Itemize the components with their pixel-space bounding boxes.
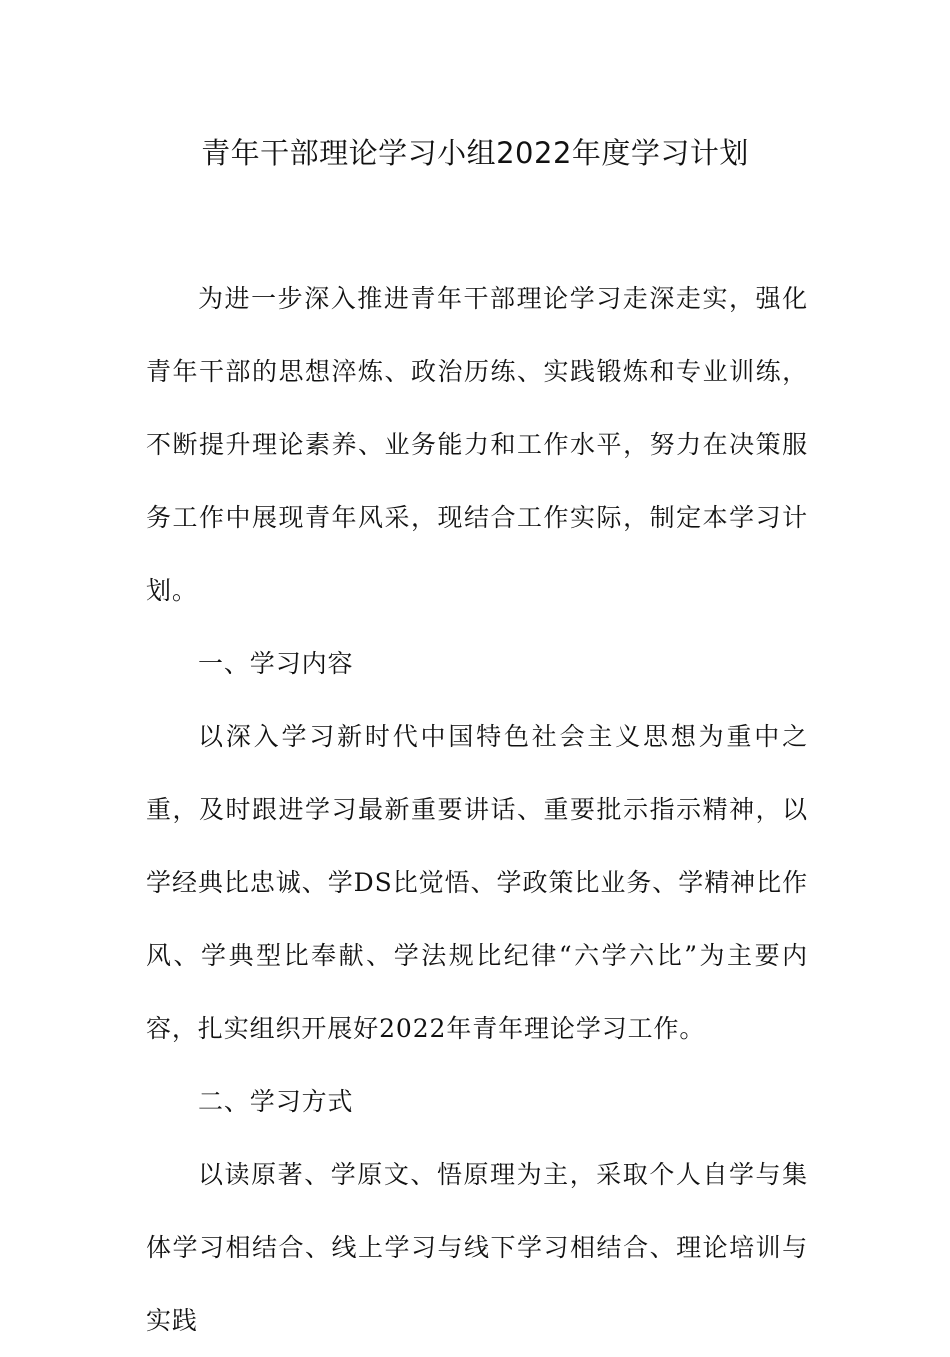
section-heading-method: 二、学习方式	[198, 1087, 354, 1116]
content-paragraph: 以深入学习新时代中国特色社会主义思想为重中之重，及时跟进学习最新重要讲话、重要批示指示精神，以学经典比忠诚、学DS比觉悟、学政策比业务、学精神比作风、学典型比奉献、学法规比纪律“六学六比”为主要内容，扎实组织开展好2022年青年理论学习工作。	[146, 722, 808, 1043]
intro-paragraph: 为进一步深入推进青年干部理论学习走深走实，强化青年干部的思想淬炼、政治历练、实践锻炼和专业训练，不断提升理论素养、业务能力和工作水平，努力在决策服务工作中展现青年风采，现结合工作实际，制定本学习计划。	[146, 284, 808, 605]
document-title: 青年干部理论学习小组2022年度学习计划	[201, 136, 749, 170]
section-heading-content: 一、学习内容	[198, 649, 354, 678]
method-paragraph: 以读原著、学原文、悟原理为主，采取个人自学与集体学习相结合、线上学习与线下学习相结合、理论培训与实践	[146, 1160, 808, 1335]
document-body	[146, 262, 808, 1357]
